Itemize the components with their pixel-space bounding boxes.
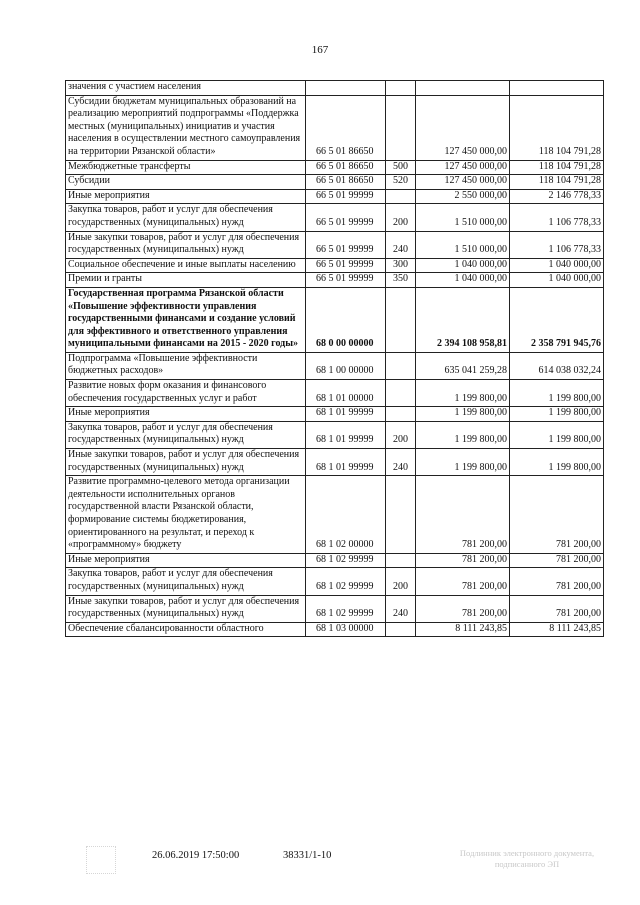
table-row <box>66 622 604 637</box>
table-row <box>66 160 604 175</box>
cell-amount-plan: 2 394 108 958,81 <box>416 287 510 352</box>
footer-doc-number: 38331/1-10 <box>283 850 332 861</box>
table-row <box>66 287 604 352</box>
footer-timestamp: 26.06.2019 17:50:00 <box>152 850 240 861</box>
cell-name: Иные мероприятия <box>66 553 306 568</box>
cell-amount-plan: 1 040 000,00 <box>416 258 510 273</box>
cell-amount-plan: 1 510 000,00 <box>416 204 510 231</box>
cell-amount-actual: 118 104 791,28 <box>510 95 604 160</box>
table-row <box>66 231 604 258</box>
cell-amount-plan: 127 450 000,00 <box>416 95 510 160</box>
cell-code: 66 5 01 86650 <box>306 160 386 175</box>
cell-expense-type <box>386 81 416 96</box>
cell-expense-type <box>386 553 416 568</box>
cell-amount-actual: 118 104 791,28 <box>510 160 604 175</box>
cell-amount-actual: 118 104 791,28 <box>510 175 604 190</box>
cell-expense-type <box>386 407 416 422</box>
cell-code: 68 1 01 99999 <box>306 421 386 448</box>
cell-amount-actual: 781 200,00 <box>510 553 604 568</box>
cell-name: Субсидии <box>66 175 306 190</box>
cell-amount-actual <box>510 81 604 96</box>
cell-expense-type <box>386 189 416 204</box>
cell-code: 68 1 03 00000 <box>306 622 386 637</box>
table-row <box>66 204 604 231</box>
cell-name: Закупка товаров, работ и услуг для обеспечения государственных (муниципальных) нужд <box>66 204 306 231</box>
table-row <box>66 553 604 568</box>
cell-amount-plan: 781 200,00 <box>416 476 510 554</box>
cell-amount-actual: 781 200,00 <box>510 568 604 595</box>
table-row <box>66 407 604 422</box>
cell-expense-type: 200 <box>386 421 416 448</box>
cell-amount-plan: 1 040 000,00 <box>416 273 510 288</box>
cell-code: 66 5 01 99999 <box>306 258 386 273</box>
cell-amount-actual: 1 106 778,33 <box>510 231 604 258</box>
budget-table-container <box>65 80 603 637</box>
cell-expense-type <box>386 380 416 407</box>
table-row <box>66 95 604 160</box>
cell-name: Иные закупки товаров, работ и услуг для обеспечения государственных (муниципальных) нужд <box>66 449 306 476</box>
cell-expense-type: 200 <box>386 568 416 595</box>
cell-amount-actual: 1 199 800,00 <box>510 421 604 448</box>
signature-watermark: Подлинник электронного документа, подписанного ЭП <box>459 848 595 869</box>
cell-amount-plan: 781 200,00 <box>416 553 510 568</box>
cell-code: 68 1 02 00000 <box>306 476 386 554</box>
cell-amount-actual: 614 038 032,24 <box>510 352 604 379</box>
cell-expense-type <box>386 476 416 554</box>
cell-amount-plan: 781 200,00 <box>416 595 510 622</box>
cell-expense-type: 240 <box>386 231 416 258</box>
cell-expense-type: 520 <box>386 175 416 190</box>
cell-name: Субсидии бюджетам муниципальных образований на реализацию мероприятий подпрограммы «Поддержка местных (муниципальных) инициатив и участия населения в осуществлении местного самоуправления на территории Рязанской области» <box>66 95 306 160</box>
cell-code: 68 1 02 99999 <box>306 595 386 622</box>
cell-code: 66 5 01 86650 <box>306 95 386 160</box>
cell-code: 66 5 01 99999 <box>306 231 386 258</box>
cell-expense-type <box>386 622 416 637</box>
cell-expense-type: 350 <box>386 273 416 288</box>
stamp-mark <box>86 846 116 874</box>
cell-code: 68 1 01 99999 <box>306 407 386 422</box>
table-row <box>66 81 604 96</box>
cell-amount-plan: 1 199 800,00 <box>416 449 510 476</box>
table-row <box>66 421 604 448</box>
cell-expense-type: 200 <box>386 204 416 231</box>
cell-name: Закупка товаров, работ и услуг для обеспечения государственных (муниципальных) нужд <box>66 568 306 595</box>
cell-expense-type: 500 <box>386 160 416 175</box>
cell-code: 66 5 01 86650 <box>306 175 386 190</box>
cell-name: Социальное обеспечение и иные выплаты населению <box>66 258 306 273</box>
cell-amount-plan: 781 200,00 <box>416 568 510 595</box>
cell-amount-plan: 8 111 243,85 <box>416 622 510 637</box>
cell-code: 68 1 00 00000 <box>306 352 386 379</box>
cell-code: 68 0 00 00000 <box>306 287 386 352</box>
budget-table-body <box>66 81 604 637</box>
cell-expense-type <box>386 95 416 160</box>
table-row <box>66 568 604 595</box>
cell-amount-plan <box>416 81 510 96</box>
cell-code: 66 5 01 99999 <box>306 273 386 288</box>
table-row <box>66 595 604 622</box>
cell-amount-plan: 2 550 000,00 <box>416 189 510 204</box>
cell-expense-type <box>386 287 416 352</box>
cell-amount-actual: 1 106 778,33 <box>510 204 604 231</box>
cell-amount-actual: 2 358 791 945,76 <box>510 287 604 352</box>
table-row <box>66 189 604 204</box>
cell-amount-actual: 2 146 778,33 <box>510 189 604 204</box>
cell-name: Иные мероприятия <box>66 189 306 204</box>
page-number: 167 <box>311 44 329 56</box>
table-row <box>66 273 604 288</box>
cell-name: Иные закупки товаров, работ и услуг для обеспечения государственных (муниципальных) нужд <box>66 231 306 258</box>
cell-code: 66 5 01 99999 <box>306 204 386 231</box>
cell-amount-actual: 1 199 800,00 <box>510 407 604 422</box>
cell-amount-actual: 1 040 000,00 <box>510 258 604 273</box>
budget-table <box>65 80 604 637</box>
cell-amount-plan: 635 041 259,28 <box>416 352 510 379</box>
cell-code: 68 1 02 99999 <box>306 553 386 568</box>
cell-code <box>306 81 386 96</box>
cell-name: значения с участием населения <box>66 81 306 96</box>
table-row <box>66 175 604 190</box>
cell-code: 68 1 02 99999 <box>306 568 386 595</box>
cell-name: Подпрограмма «Повышение эффективности бюджетных расходов» <box>66 352 306 379</box>
cell-amount-actual: 781 200,00 <box>510 476 604 554</box>
cell-name: Иные закупки товаров, работ и услуг для обеспечения государственных (муниципальных) нужд <box>66 595 306 622</box>
cell-amount-plan: 1 199 800,00 <box>416 421 510 448</box>
cell-expense-type: 240 <box>386 595 416 622</box>
cell-name: Обеспечение сбалансированности областного <box>66 622 306 637</box>
cell-name: Развитие новых форм оказания и финансового обеспечения государственных услуг и работ <box>66 380 306 407</box>
cell-name: Межбюджетные трансферты <box>66 160 306 175</box>
cell-amount-actual: 1 199 800,00 <box>510 449 604 476</box>
cell-expense-type: 300 <box>386 258 416 273</box>
cell-amount-actual: 1 040 000,00 <box>510 273 604 288</box>
table-row <box>66 449 604 476</box>
cell-amount-actual: 781 200,00 <box>510 595 604 622</box>
cell-code: 66 5 01 99999 <box>306 189 386 204</box>
cell-name: Развитие программно-целевого метода организации деятельности исполнительных органов государственной власти Рязанской области, формирование системы бюджетирования, ориентированного на результат, и переход к «программному» бюджету <box>66 476 306 554</box>
cell-amount-plan: 127 450 000,00 <box>416 175 510 190</box>
table-row <box>66 476 604 554</box>
cell-amount-plan: 1 510 000,00 <box>416 231 510 258</box>
cell-amount-plan: 127 450 000,00 <box>416 160 510 175</box>
cell-amount-plan: 1 199 800,00 <box>416 380 510 407</box>
table-row <box>66 380 604 407</box>
cell-name: Премии и гранты <box>66 273 306 288</box>
cell-amount-actual: 1 199 800,00 <box>510 380 604 407</box>
cell-name: Государственная программа Рязанской области «Повышение эффективности управления государственными финансами и создание условий для эффективного и ответственного управления муниципальными финансами на 2015 - 2020 годы» <box>66 287 306 352</box>
cell-expense-type <box>386 352 416 379</box>
cell-name: Иные мероприятия <box>66 407 306 422</box>
cell-expense-type: 240 <box>386 449 416 476</box>
table-row <box>66 352 604 379</box>
table-row <box>66 258 604 273</box>
cell-amount-plan: 1 199 800,00 <box>416 407 510 422</box>
cell-code: 68 1 01 00000 <box>306 380 386 407</box>
cell-amount-actual: 8 111 243,85 <box>510 622 604 637</box>
cell-code: 68 1 01 99999 <box>306 449 386 476</box>
cell-name: Закупка товаров, работ и услуг для обеспечения государственных (муниципальных) нужд <box>66 421 306 448</box>
